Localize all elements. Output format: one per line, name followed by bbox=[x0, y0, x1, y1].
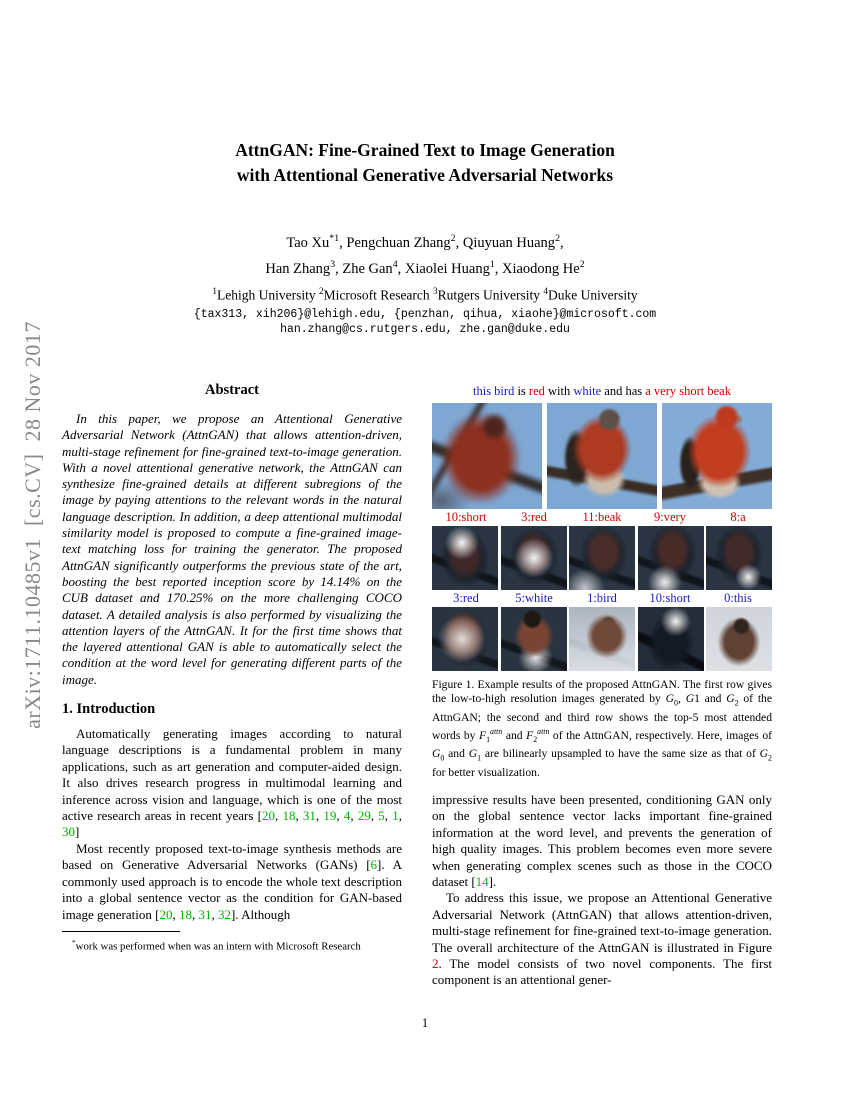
author-line-1: Tao Xu$^{*1}$, Pengchuan Zhang$^2$, Qiuyuan Huang$^2$, bbox=[286, 233, 564, 251]
affiliations: $^1$Lehigh University $^2$Microsoft Research $^3$Rutgers University $^4$Duke University bbox=[212, 286, 638, 303]
reference-link[interactable]: red bbox=[528, 384, 545, 398]
reference-link[interactable]: 2 bbox=[432, 956, 439, 972]
footnote-rule bbox=[62, 931, 180, 932]
page-number: 1 bbox=[421, 1016, 429, 1030]
figure-row-attention-1 bbox=[432, 526, 772, 590]
attn1-image-1 bbox=[432, 526, 498, 590]
reference-link[interactable]: a very short beak bbox=[645, 384, 731, 398]
reference-link[interactable]: 29 bbox=[357, 808, 371, 824]
attn-label: 8:a bbox=[730, 510, 746, 524]
reference-link[interactable]: 18 bbox=[178, 906, 192, 922]
arxiv-sidebar-label: arXiv:1711.10485v1 [cs.CV] 28 Nov 2017 bbox=[20, 321, 45, 729]
right-paragraph-2: To address this issue, we propose an Attentional Generative Adversarial Network (AttnGAN) that allows attention-driven, multi-stage refinement for fine-grained text-to-image generation. The overall architecture of the AttnGAN is illustrated in Figure 2. The model consists of two novel components. The first component is an attentional gener- bbox=[432, 890, 772, 988]
reference-link[interactable]: 31 bbox=[198, 906, 212, 922]
author-list bbox=[0, 228, 850, 280]
attn-label: 10:short bbox=[649, 591, 691, 605]
abstract-body: In this paper, we propose an Attentional Generative Adversarial Network (AttnGAN) that allows attention-driven, multi-stage refinement for fine-grained text-to-image generation. With a novel attentional generative network, the AttnGAN can synthesize fine-grained details at different subregions of the image by paying attentions to the relevant words in the natural language description. In addition, a deep attentional multimodal similarity model is proposed to compute a fine-grained image-text matching loss for training the generator. The proposed AttnGAN significantly outperforms the previous state of the art, boosting the best reported inception score by 14.14% on the CUB dataset and 170.25% on the more challenging COCO dataset. A detailed analysis is also performed by visualizing the attention layers of the AttnGAN. It for the first time shows that the layered attentional GAN is able to automatically select the condition at the word level for generating different parts of the image. bbox=[62, 411, 402, 687]
email-line-1: {tax313, xih206}@lehigh.edu, {penzhan, qihua, xiaohe}@microsoft.com bbox=[193, 308, 657, 321]
introduction-paragraph-1: Automatically generating images according to natural language descriptions is a fundamental problem in many applications, such as art generation and computer-aided design. It also drives research progress in multimodal learning and inference across vision and language, which is one of the most active research areas in recent years [20, 18, 31, 19, 4, 29, 5, 1, 30] bbox=[62, 726, 402, 840]
figure-query-sentence: this bird is red with white and has a very short beak bbox=[473, 384, 731, 398]
reference-link[interactable]: 20 bbox=[261, 808, 275, 824]
reference-link[interactable]: 5 bbox=[378, 808, 385, 824]
attn2-image-4 bbox=[638, 607, 704, 671]
figure-row-attention-2 bbox=[432, 607, 772, 671]
reference-link[interactable]: 19 bbox=[323, 808, 337, 824]
footnote bbox=[62, 931, 402, 954]
author-emails bbox=[0, 307, 850, 337]
reference-link[interactable]: 14 bbox=[475, 874, 489, 890]
reference-link[interactable]: 31 bbox=[302, 808, 316, 824]
reference-link[interactable]: 18 bbox=[282, 808, 296, 824]
attn-label: 1:bird bbox=[587, 591, 617, 605]
reference-link[interactable]: 32 bbox=[217, 906, 231, 922]
reference-link[interactable]: 4 bbox=[343, 808, 351, 824]
right-column bbox=[432, 382, 772, 989]
paper-title-line2: with Attentional Generative Adversarial Networks bbox=[236, 165, 614, 185]
attn1-image-3 bbox=[569, 526, 635, 590]
abstract-heading: Abstract bbox=[205, 382, 259, 398]
footnote-text: *work was performed when was an intern with Microsoft Research bbox=[72, 937, 361, 953]
reference-link[interactable]: 6 bbox=[370, 857, 378, 873]
introduction-heading: 1. Introduction bbox=[62, 701, 156, 718]
attn-label: 9:very bbox=[654, 510, 686, 524]
attn2-image-5 bbox=[706, 607, 772, 671]
introduction-paragraph-2: Most recently proposed text-to-image synthesis methods are based on Generative Adversarial Networks (GANs) [6]. A commonly used approach is to encode the whole text description into a global sentence vector as the condition for GAN-based image generation [20, 18, 31, 32]. Although bbox=[62, 840, 403, 922]
attn-label: 10:short bbox=[445, 510, 487, 524]
attn-label: 11:beak bbox=[582, 510, 622, 524]
reference-link[interactable]: white bbox=[573, 384, 602, 398]
right-paragraph-1: impressive results have been presented, conditioning GAN only on the global sentence vector lacks important fine-grained information at the word level, and prevents the generation of high quality images. This problem becomes even more severe when generating complex scenes such as those in the COCO dataset [14]. bbox=[432, 792, 772, 890]
left-column bbox=[62, 382, 402, 954]
result-image-g0 bbox=[432, 403, 542, 509]
attention-labels-row-2 bbox=[432, 591, 772, 606]
figure-caption: Figure 1. Example results of the proposed AttnGAN. The first row gives the low-to-high resolution images generated by $G_0$, G1 and $G_2$ of the AttnGAN; the second and third row shows the top-5 most attended words by $F_1^{attn}$ and $F_2^{attn}$ of the AttnGAN, respectively. Here, images of $G_0$ and $G_1$ are bilinearly upsampled to have the same size as that of $G_2$ for better visualization. bbox=[432, 678, 772, 779]
attn2-image-1 bbox=[432, 607, 498, 671]
attn2-image-3 bbox=[569, 607, 635, 671]
attn-label: 5:white bbox=[515, 591, 553, 605]
paper-title bbox=[0, 138, 850, 188]
attn-label: 3:red bbox=[453, 591, 479, 605]
figure-row-generated bbox=[432, 403, 772, 509]
attn1-image-2 bbox=[501, 526, 567, 590]
paper-title-line1: AttnGAN: Fine-Grained Text to Image Generation bbox=[235, 140, 615, 160]
reference-link[interactable]: this bird bbox=[473, 384, 515, 398]
attn-label: 0:this bbox=[724, 591, 752, 605]
attn1-image-5 bbox=[706, 526, 772, 590]
attention-labels-row-1 bbox=[432, 510, 772, 525]
attn1-image-4 bbox=[638, 526, 704, 590]
attn-label: 3:red bbox=[521, 510, 547, 524]
result-image-g1 bbox=[547, 403, 657, 509]
author-line-2: Han Zhang$^3$, Zhe Gan$^4$, Xiaolei Huang$^1$, Xiaodong He$^2$ bbox=[265, 258, 585, 277]
reference-link[interactable]: 30 bbox=[62, 824, 75, 840]
result-image-g2 bbox=[662, 403, 772, 509]
reference-link[interactable]: 1 bbox=[392, 808, 399, 824]
email-line-2: han.zhang@cs.rutgers.edu, zhe.gan@duke.edu bbox=[280, 323, 570, 336]
attn2-image-2 bbox=[501, 607, 567, 671]
reference-link[interactable]: 20 bbox=[159, 906, 173, 922]
